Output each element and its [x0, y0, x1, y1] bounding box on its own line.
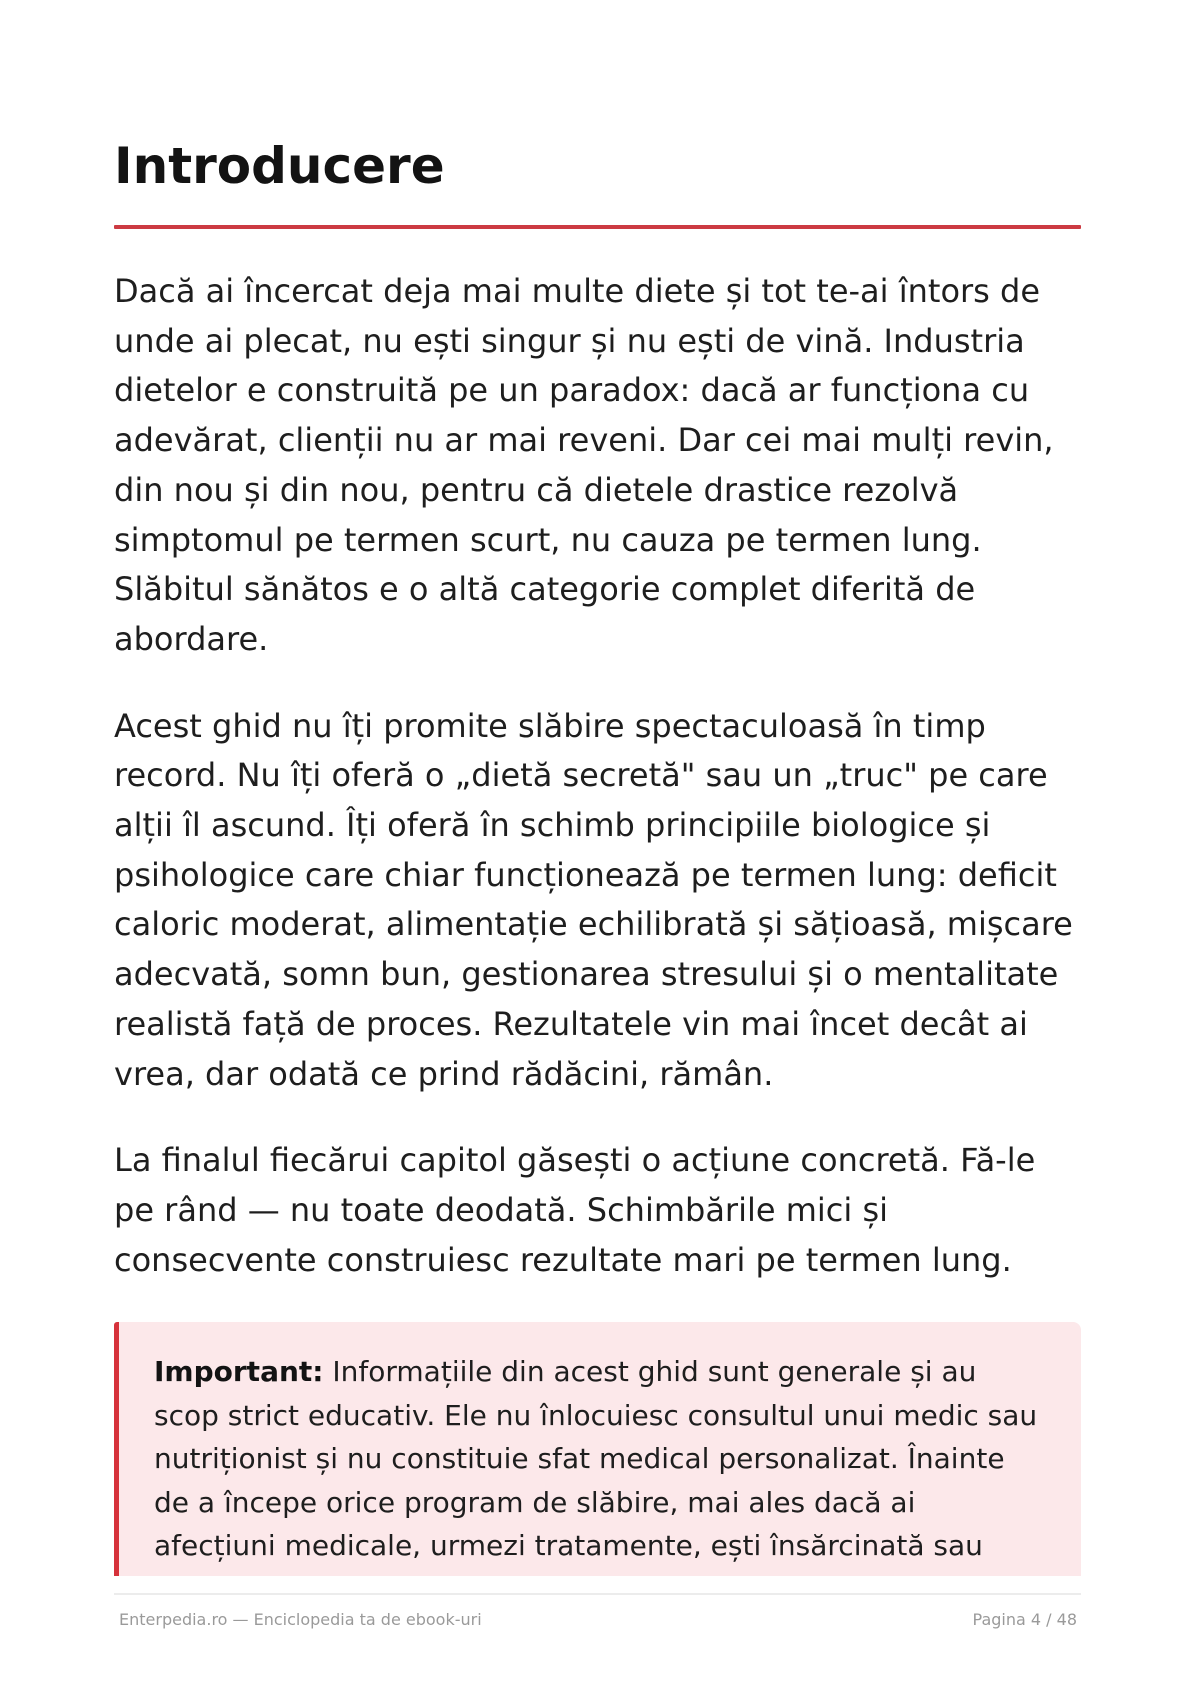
page-footer [114, 1593, 1081, 1630]
body-paragraph: Dacă ai încercat deja mai multe diete și tot te-ai întors de unde ai plecat, nu ești singur și nu ești de vină. Industria dietelor e construită pe un paradox: dacă ar funcționa cu adevărat, clienții nu ar mai reveni. Dar cei mai mulți revin, din nou și din nou, pentru că dietele drastice rezolvă simptomul pe termen scurt, nu cauza pe termen lung. Slăbitul sănătos e o altă categorie complet diferită de abordare. [114, 272, 1054, 658]
title-underline-divider [114, 225, 1081, 229]
footer-site-credit: Enterpedia.ro — Enciclopedia ta de ebook-uri [119, 1610, 482, 1629]
body-paragraph: La finalul fiecărui capitol găsești o acțiune concretă. Fă-le pe rând — nu toate deodată. Schimbările mici și consecvente construiesc rezultate mari pe termen lung. [114, 1141, 1036, 1279]
important-notice-callout [114, 1322, 1081, 1576]
callout-text [154, 1350, 1045, 1567]
page-number: Pagina 4 / 48 [972, 1610, 1077, 1629]
chapter-body [114, 267, 1081, 1576]
callout-body: Informațiile din acest ghid sunt generale și au scop strict educativ. Ele nu înlocuiesc consultul unui medic sau nutriționist și nu constituie sfat medical personalizat. Înainte de a începe orice program de slăbire, mai ales dacă ai afecțiuni medicale, urmezi tratamente, ești însărcinată sau [154, 1355, 1038, 1562]
body-paragraph: Acest ghid nu îți promite slăbire spectaculoasă în timp record. Nu îți oferă o „dietă secretă" sau un „truc" pe care alții îl ascund. Îți oferă în schimb principiile biologice și psihologice care chiar funcționează pe termen lung: deficit caloric moderat, alimentație echilibrată și sățioasă, mișcare adecvată, somn bun, gestionarea stresului și o mentalitate realistă față de proces. Rezultatele vin mai încet decât ai vrea, dar odată ce prind rădăcini, rămân. [114, 706, 1073, 1093]
callout-label: Important: [154, 1355, 324, 1389]
chapter-title: Introducere [114, 137, 445, 195]
